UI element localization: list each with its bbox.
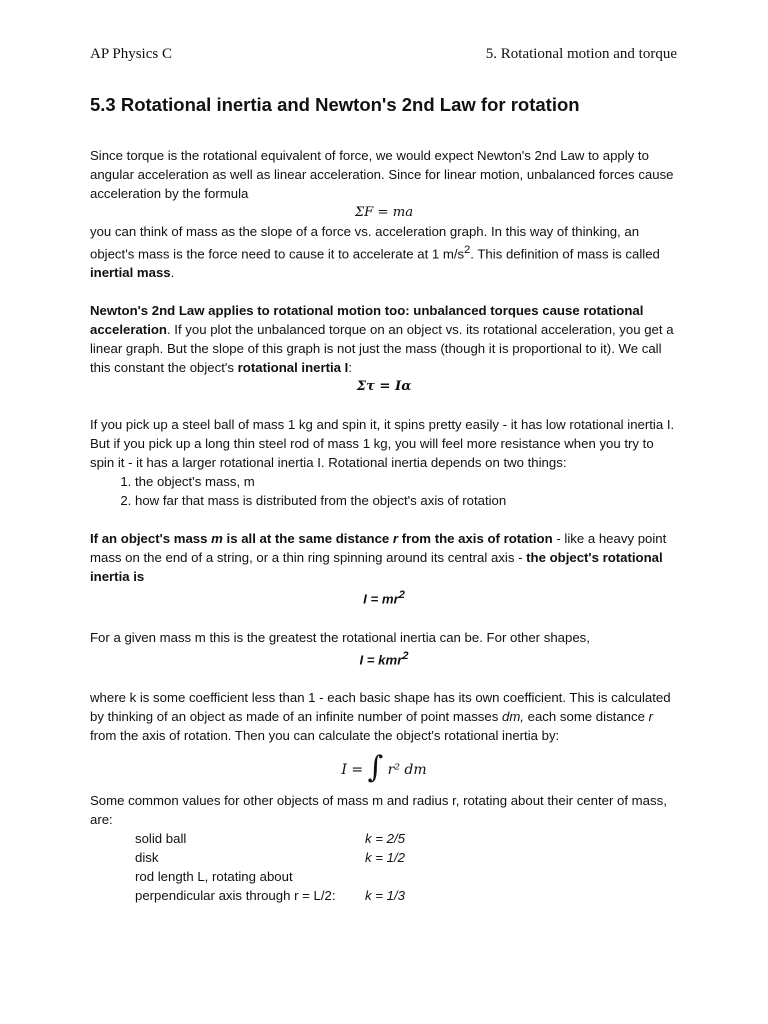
shape-label: disk <box>135 850 159 866</box>
k-value: k = 1/3 <box>365 888 405 904</box>
text: . If you plot the unbalanced torque on an object vs. its rotational acceleration, you get a linear graph. But the slope of this graph is not just the mass (though it is proportional to it). We call this constant the object's <box>90 322 674 376</box>
text: from the axis of rotation. Then you can calculate the object's rotational inertia by: <box>90 728 560 744</box>
text: - like a heavy point mass on the end of a string, or a thin ring spinning around its central axis - <box>90 531 667 566</box>
var-dm: dm, <box>501 709 524 725</box>
term-inertial-mass: inertial mass <box>90 265 171 281</box>
text: is all at the same distance <box>222 531 393 547</box>
shape-label: solid ball <box>135 831 187 847</box>
paragraph-common-values: Some common values for other objects of mass m and radius r, rotating about their center of mass, are: <box>90 793 667 828</box>
key-statement: Newton's 2nd Law applies to rotational motion too: unbalanced torques cause rotational acceleration <box>90 303 644 338</box>
k-value: k = 1/2 <box>365 850 405 866</box>
header-chapter: 5. Rotational motion and torque <box>485 46 677 62</box>
equation-integral <box>90 749 678 791</box>
var-r: r <box>392 531 399 547</box>
paragraph-intro: Since torque is the rotational equivalent of force, we would expect Newton's 2nd Law to apply to angular acceleration as well as linear acceleration. Since for linear motion, unbalanced forces cause acceleration by the formula <box>90 148 674 201</box>
equation-point-mass <box>90 586 678 608</box>
superscript: 2 <box>464 244 471 256</box>
integral-symbol: ∫ <box>367 750 384 786</box>
paragraph-greatest: For a given mass m this is the greatest the rotational inertia can be. For other shapes, <box>90 629 590 645</box>
text: the object's rotational inertia is <box>90 550 663 585</box>
integral-lhs: I = <box>341 762 364 779</box>
equation-general <box>90 647 678 669</box>
text: . <box>170 265 175 281</box>
text: you can think of mass as the slope of a force vs. acceleration graph. In this way of thinking, an object's mass is the force need to cause it to accelerate at 1 m/s <box>90 224 640 262</box>
text: I = mr <box>363 591 399 607</box>
equation-newton-rotational: Στ = Iα <box>356 379 412 395</box>
running-header <box>90 46 677 63</box>
k-row <box>90 867 678 886</box>
term-rotational-inertia: rotational inertia I <box>237 360 349 376</box>
text: where k is some coefficient less than 1 - each basic shape has its own coefficient. This is calculated by thinking of an object as made of an infinite number of point masses <box>90 690 671 725</box>
equation-newton-linear: ΣF = ma <box>354 205 414 220</box>
paragraph-coefficient <box>90 688 678 745</box>
k-row <box>90 886 678 905</box>
shape-label: perpendicular axis through r = L/2: <box>135 888 336 904</box>
k-value: k = 2/5 <box>365 831 405 847</box>
header-course: AP Physics C <box>90 46 172 62</box>
factors-list <box>90 472 678 510</box>
var-m: m <box>211 531 223 547</box>
paragraph-steel-ball: If you pick up a steel ball of mass 1 kg and spin it, it spins pretty easily - it has low rotational inertia I. But if you pick up a long thin steel rod of mass 1 kg, you will feel more resistance when you try to spin it - it has a larger rotational inertia I. Rotational inertia depends on two things: <box>90 417 675 471</box>
paragraph-inertial-mass <box>90 222 678 282</box>
k-row <box>90 848 678 867</box>
paragraph-rotational <box>90 301 678 377</box>
text: . This definition of mass is called <box>470 246 660 262</box>
list-item: 1. the object's mass, m <box>135 472 678 491</box>
paragraph-point-mass <box>90 529 678 586</box>
text: I = kmr <box>359 652 403 668</box>
text: from the axis of rotation <box>398 531 553 547</box>
superscript: 2 <box>402 649 409 662</box>
superscript: 2 <box>398 589 405 602</box>
text: : <box>348 360 352 376</box>
section-title: 5.3 Rotational inertia and Newton's 2nd Law for rotation <box>90 94 580 115</box>
shape-label: rod length L, rotating about <box>135 869 293 885</box>
integral-rhs: r² dm <box>387 762 427 779</box>
k-row <box>90 829 678 848</box>
list-item: 2. how far that mass is distributed from the object's axis of rotation <box>135 491 678 510</box>
text: each some distance <box>523 709 649 725</box>
text: If an object's mass <box>90 531 212 547</box>
var-r: r <box>648 709 653 725</box>
section-body <box>90 146 678 905</box>
